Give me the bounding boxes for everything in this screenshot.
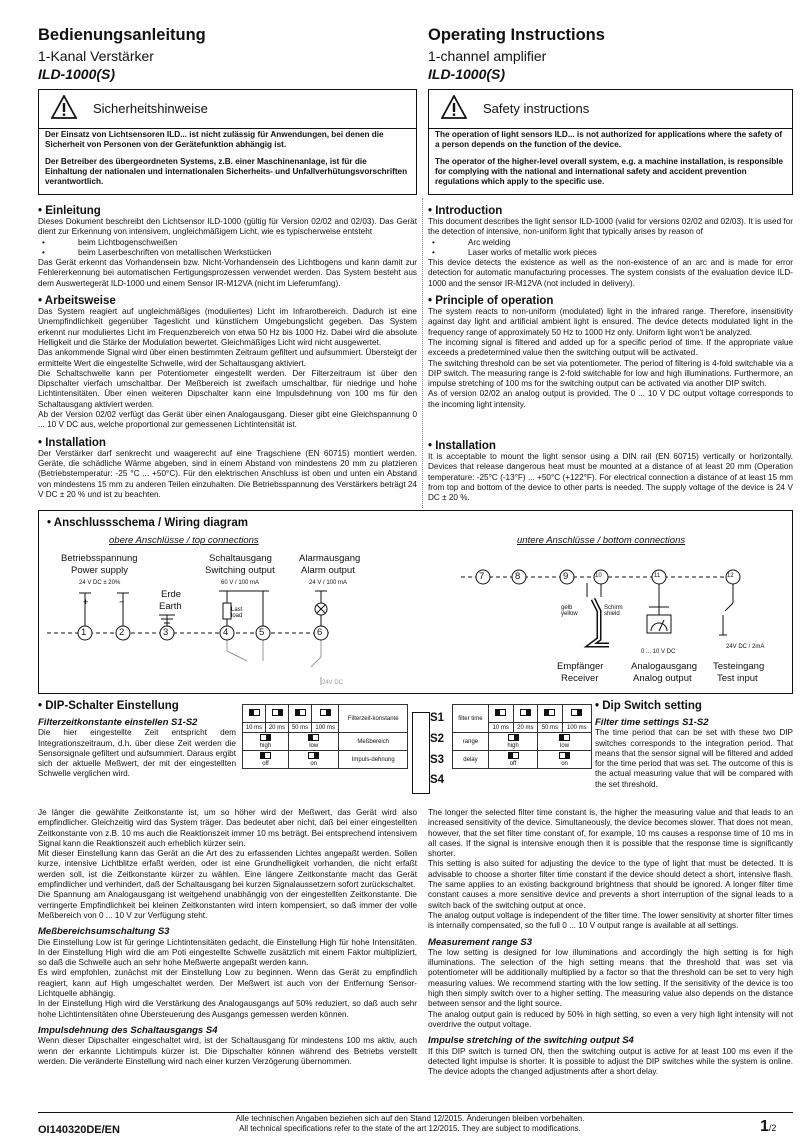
de-filter-p2: Je länger die gewählte Zeitkonstante ist, um so höher wird der Meßwert, das Gerät wird also empfindlicher. Gleichzeitig wird das System träger. Das bedeutet aber nicht, daß bei einer eingestellten Zeitkonstante von z.B. 10 ms auch die Reaktionszeit immer 10 ms beträgt. Bei entsprechend intensivem Signal kann die Reaktionszeit auch erheblich kürzer sein. xyxy=(38,808,417,848)
safety-en-p1: The operation of light sensors ILD... is not authorized for applications where the safety of a person depends on the function of the device. xyxy=(435,130,783,150)
en-work-p1: The system reacts to non-uniform (modulated) light in the infrared range. Therefore, insensitivity against day light and artificial ambient light is ensured. The device detects modulated light in the frequency range of approximately 50 Hz to 1000 Hz only. Uniform light won't be analyzed. xyxy=(428,307,793,337)
en-inst-p1: It is acceptable to mount the light sensor using a DIN rail (EN 60715) vertically or horizontally. Devices that release dangerous heat must be mounted at a distance of at least 20 mm (Operation temperature: -25°C (-13°F) ... +50°C (+122°F). For electrical connection a distance of at least 15 mm from top and bottom of the device to other parts is needed. The supply voltage of the device is 24 V DC ± 20 %. xyxy=(428,452,793,503)
bottom-connections-label: untere Anschlüsse / bottom connections xyxy=(517,535,686,546)
analog-label-en: Analog output xyxy=(633,673,692,684)
de-pulse-heading: Impulsdehnung des Schaltausgangs S4 xyxy=(38,1024,218,1036)
de-work-p4: Ab der Version 02/02 verfügt das Gerät über einen Analogausgang. Dieser gibt eine Gleichspannung 0 ... 10 V DC aus, welche proportional zur gemessenen Lichtintensität ist. xyxy=(38,410,417,430)
de-range-p3: In der Einstellung High wird die Verstärkung des Analogausgangs auf 50% reduziert, so daß auch sehr hohe Lichtintensitäten ohne Übersteuerung des Ausgangs gemessen werden können. xyxy=(38,999,417,1019)
footer-note xyxy=(200,1114,620,1134)
en-pulse-p1: If this DIP switch is turned ON, then the switching output is active for at least 100 ms even if the detected light impulse is shorter. It is possible to adjust the DIP switches while the system is online. The device adopts the changed adjustments after a short delay. xyxy=(428,1046,793,1077)
power-label-de: Betriebsspannung xyxy=(61,553,138,564)
test-label-en: Test input xyxy=(717,673,758,684)
load-label: Last load xyxy=(231,607,243,619)
en-intro-heading: • Introduction xyxy=(428,205,503,217)
de-title: Bedienungsanleitung xyxy=(38,26,206,44)
en-intro-p2: This device detects the existence as well as the non-existence of an arc and is made for error detection for automatic manufacturing processes. The system consists of the evaluation device ILD-1000 and the sensor IR-M12VA (not included in delivery). xyxy=(428,258,793,288)
minus-label: − xyxy=(119,597,125,608)
en-range-p1: The low setting is designed for low illuminations and accordingly the high setting is for high illuminations. The selection of the high setting means that the threshold that was set via potentiometer will be additionally multiplied by a factor so that the threshold can be set to very high measuring values. We recommend starting with the low setting. If the sensitivity of the device is too high then simply switch over to a higher setting. The measuring value also depends on the distance between sensor and the light source. xyxy=(428,947,793,1009)
terminal-10: 10 xyxy=(593,569,609,590)
en-filter-p3: This setting is also suited for adjusting the device to the type of light that must be detected. It is advisable to choose a shorter filter time constant if the device should detect a short, intensive flash. The same applies to an existing background brightness that should be ignored. A longer filter time constant causes a more sensitive device and prevents a short interruption of the signal leads to a switch back of the switching output at once. xyxy=(428,859,793,910)
yellow-label: gelb yellow xyxy=(561,605,578,617)
terminal-4: 4 xyxy=(219,625,235,646)
filter-label-en: filter time xyxy=(453,705,489,733)
receiver-label-en: Receiver xyxy=(561,673,599,684)
footer-note-de: Alle technischen Angaben beziehen sich auf den Stand 12/2015. Änderungen bleiben vorbehalten. xyxy=(235,1114,585,1123)
terminal-3: 3 xyxy=(159,625,175,646)
de-intro-p1: Dieses Dokument beschreibt den Lichtsensor ILD-1000 (gültig für Version 02/02 and 02/03). Das Gerät dient zur Erkennung von intensivem, ungleichmäßigem Licht, wie es typischerweise entsteht xyxy=(38,217,417,237)
safety-de-p2: Der Betreiber des übergeordneten Systems, z.B. einer Maschinenanlage, ist für die Einhaltung der nationalen und internationalen Sicherheits- und Unfallverhütungsvorschriften verantwortlich. xyxy=(45,156,408,187)
de-filter-heading: Filterzeitkonstante einstellen S1-S2 xyxy=(38,717,198,728)
safety-title-en: Safety instructions xyxy=(483,101,590,116)
de-inst-p1: Der Verstärker darf senkrecht und waagerecht auf eine Tragschiene (EN 60715) montiert werden. Geräte, die schädliche Wärme abgeben, sind in einem Abstand von mindestens 20 mm zu platzieren (Betriebstemperatur: -25 °C ... +50°C). Für den elektrischen Anschluss ist oben und unten ein Abstand von mindestens 15 mm zu anderen Teilen einzuhalten. Die Betriebsspannung des Verstärkers beträgt 24 V DC ± 20 % und ist zu beachten. xyxy=(38,448,417,499)
shield-label: Schirm shield xyxy=(604,605,623,617)
de-filter-p4: Die Spannung am Analogausgang ist weitgehend unabhängig von der eingestellten Zeitkonstante. Die verringerte Empfindlichkeit bei kleinen Zeitkonstanten wird intern kompensiert, so daß immer der volle Meßbereich von 0 ... 10 V zur Verfügung steht. xyxy=(38,890,417,920)
en-filter-p4: The analog output voltage is independent of the filter time. The lower sensitivity at shorter filter times is internally compensated, so the full 0 ... 10 V output range is available at all settings. xyxy=(428,910,793,931)
terminal-5: 5 xyxy=(255,625,271,646)
terminal-2: 2 xyxy=(115,625,131,646)
de-range-p2: Es wird empfohlen, zunächst mit der Einstellung Low zu beginnen. Wenn das Gerät zu empfindlich reagiert, kann auf High umgeschaltet werden. Der Meßwert ist auch von der Entfernung Sensor-Lichtquelle abhängig. xyxy=(38,968,417,999)
safety-box-en xyxy=(428,89,793,195)
power-label-en: Power supply xyxy=(71,565,129,576)
en-work-heading: • Principle of operation xyxy=(428,295,554,308)
en-model: ILD-1000(S) xyxy=(428,66,506,82)
safety-header-en xyxy=(429,90,792,129)
en-title: Operating Instructions xyxy=(428,26,605,44)
footer-rule xyxy=(38,1112,793,1113)
en-intro-bullet: • Arc welding xyxy=(468,238,793,248)
en-work-p3: The switching threshold can be set via potentiometer. The period of filtering is 4-fold switchable via a DIP switch. The measuring range is 2-fold switchable for low and high illuminations. Furthermore, an impulse stretching of 100 ms for the switching output can be activated via another DIP switch. xyxy=(428,358,793,389)
de-range-p1: Die Einstellung Low ist für geringe Lichtintensitäten gedacht, die Einstellung High für hohe Intensitäten. In der Einstellung High wird die am Poti eingestellte Schwelle zusätzlich mit einem Faktor multipliziert, so daß die Schwelle auch an sehr hohe Meßwerte angepaßt werden kann. xyxy=(38,937,417,968)
v24-label: 24V DC xyxy=(322,680,344,686)
column-divider xyxy=(422,198,423,508)
de-model: ILD-1000(S) xyxy=(38,66,116,82)
test-spec: 24V DC / 2mA xyxy=(726,644,765,650)
de-intro-p2: Das Gerät erkennt das Vorhandensein bzw. Nicht-Vorhandensein des Lichtbogens und kann damit zur Fehlererkennung bei automatischen Fertigungsprozessen verwendet werden. Das System besteht aus dem Auswertegerät ILD-1000 und einem Sensor IR-M12VA (nicht im Lieferumfang). xyxy=(38,258,417,288)
pulse-label-de: Impuls-dehnung xyxy=(339,751,408,769)
de-column-top xyxy=(38,205,417,500)
test-label-de: Testeingang xyxy=(713,661,765,672)
de-filter-p3: Mit dieser Einstellung kann das Gerät an die Art des zu erfassenden Lichtes angepaßt werden. Sollen kurze, intensive Lichtblitze erfaßt werden, oder ist eine Grundhelligkeit vorhanden, die nicht erfaßt werden soll, ist die Zeitkonstante kürzer zu wählen. Eine längere Zeitkonstante macht das Gerät empfindlicher und verhindert, daß der Schaltausgang bei kurzen Signalaussetzern sofort zurückschaltet. xyxy=(38,849,417,890)
en-filter-p2: The longer the selected filter time constant is, the higher the measuring value and that leads to an increased sensitivity of the device. Simultaneously, the device becomes slower. That does not mean, however, that the set filter time constant of, for example, 10 ms causes a response time of 10 ms in all cases. If the signal is intensive enough then it is possible that the response time is significantly shorter. xyxy=(428,808,793,859)
terminal-1: 1 xyxy=(77,625,93,646)
en-subtitle: 1-channel amplifier xyxy=(428,48,547,64)
de-work-p2: Das ankommende Signal wird über einen bestimmten Zeitraum gefiltert und aufsummiert. Übersteigt der ermittelte Wert die eingestellte Schwelle, wird der Schaltausgang aktiviert. xyxy=(38,348,417,368)
footer-note-en: All technical specifications refer to the state of the art 12/2015. They are subject to modifications. xyxy=(239,1124,581,1133)
en-dip-heading: • Dip Switch setting xyxy=(595,700,702,712)
alarm-label-en: Alarm output xyxy=(301,565,355,576)
en-inst-heading: • Installation xyxy=(428,440,496,453)
de-inst-heading: • Installation xyxy=(38,436,106,449)
analog-label-de: Analogausgang xyxy=(631,661,698,672)
en-intro-bullet: • Laser works of metallic work pieces xyxy=(468,248,793,258)
power-spec: 24 V DC ± 20% xyxy=(79,580,121,586)
analog-range: 0 ... 10 V DC xyxy=(641,649,676,655)
en-filter-heading: Filter time settings S1-S2 xyxy=(595,717,709,728)
safety-title-de: Sicherheitshinweise xyxy=(93,101,208,116)
safety-box-de xyxy=(38,89,417,195)
switch-s2: S2 xyxy=(430,733,445,745)
safety-de-p1: Der Einsatz von Lichtsensoren ILD... ist nicht zulässig für Anwendungen, bei denen die Sicherheit von Personen von der Gerätefunktion abhängig ist. xyxy=(45,130,384,150)
earth-label-de: Erde xyxy=(161,589,182,600)
top-connections-label: obere Anschlüsse / top connections xyxy=(109,535,259,546)
warning-icon xyxy=(51,95,77,119)
en-pulse-heading: Impulse stretching of the switching output S4 xyxy=(428,1035,634,1047)
switch-label-en: Switching output xyxy=(205,565,275,576)
en-filter-p1: The time period that can be set with these two DIP switches corresponds to the integration period. That means that the sensor signal will be filtered and added for the time period that was set. The outcome of this is the actual measuring value that will be compared with the set threshold. xyxy=(595,728,793,789)
footer-doc-id: OI140320DE/EN xyxy=(38,1124,120,1136)
de-intro-heading: • Einleitung xyxy=(38,205,101,217)
switch-s1: S1 xyxy=(430,712,445,724)
de-intro-bullet: • beim Laserbeschriften von metallischen Werkstücken xyxy=(78,248,417,258)
en-intro-p1: This document describes the light sensor ILD-1000 (valid for versions 02/02 and 02/03). It is used for the detection of intensive, non-uniform light that typically arises by reason of xyxy=(428,217,793,237)
filter-label-de: Filterzeit-konstante xyxy=(339,705,408,733)
range-label-de: Meßbereich xyxy=(339,733,408,751)
wiring-box xyxy=(38,510,793,694)
terminal-9: 9 xyxy=(559,569,575,590)
warning-icon xyxy=(441,95,467,119)
switch-spec: 60 V / 100 mA xyxy=(221,580,260,586)
de-filter-p1: Die hier eingestellte Zeit entspricht dem Integrationszeitraum, d.h. über diese Zeit werden die Sensorsignale gefiltert und aufsummiert. Daraus ergibt sich der aktuelle Meßwert, der mit der eingestellten Schwelle verglichen wird. xyxy=(38,728,236,779)
safety-header-de xyxy=(39,90,416,129)
terminal-6: 6 xyxy=(313,625,329,646)
en-dip-body xyxy=(428,808,793,1077)
en-column-top xyxy=(428,205,793,504)
wiring-title: • Anschlussschema / Wiring diagram xyxy=(47,517,248,529)
de-dip-heading: • DIP-Schalter Einstellung xyxy=(38,700,179,712)
dip-table-de: Filterzeit-konstante 10 ms 20 ms 50 ms 100 ms high low Meßbereich off on Impuls-dehnung xyxy=(242,704,408,769)
dip-table-en: filter time 10 ms 20 ms 50 ms 100 ms range high low delay off on xyxy=(452,704,592,769)
de-work-heading: • Arbeitsweise xyxy=(38,295,116,308)
earth-label-en: Earth xyxy=(159,601,182,612)
terminal-7: 7 xyxy=(475,569,491,590)
de-pulse-p1: Wenn dieser Dipschalter eingeschaltet wird, ist der Schaltausgang für mindestens 100 ms aktiv, auch wenn der erkannte Lichtimpuls kürzer ist. Die Dipschalter können während des Betriebs verstellt werden. Die veränderte Einstellung wird nach einer kurzen Verzögerung übernommen. xyxy=(38,1036,417,1066)
range-label-en: range xyxy=(453,733,489,751)
terminal-11: 11 xyxy=(651,569,667,590)
de-subtitle: 1-Kanal Verstärker xyxy=(38,48,154,64)
en-filter-intro xyxy=(595,718,793,790)
plus-label: + xyxy=(83,597,89,608)
pulse-label-en: delay xyxy=(453,751,489,769)
de-work-p1: Das System reagiert auf ungleichmäßiges (moduliertes) Licht im Infrarotbereich. Dadurch ist eine Unempfindlichkeit gegenüber Tageslicht und künstlichem Umgebungslicht gegeben. Das System erkennt nur moduliertes Licht im Frequenzbereich von etwa 50 Hz bis 1000 Hz. Dabei wird die absolute Helligkeit und die Stärke der Modulation bewertet. Gleichmäßiges Licht wird nicht ausgewertet. xyxy=(38,307,417,347)
terminal-8: 8 xyxy=(511,569,527,590)
switch-label-de: Schaltausgang xyxy=(209,553,272,564)
switch-s4: S4 xyxy=(430,774,445,786)
de-range-heading: Meßbereichsumschaltung S3 xyxy=(38,926,170,938)
de-dip-body xyxy=(38,808,417,1067)
receiver-label-de: Empfänger xyxy=(557,661,604,672)
terminal-12: 12 xyxy=(725,569,741,590)
de-filter-intro xyxy=(38,718,236,780)
dip-switch-block xyxy=(412,712,430,794)
de-work-p3: Die Schaltschwelle kann per Potentiometer eingestellt werden. Der Filterzeitraum ist über den Dipschalter vierfach umschaltbar. Der Meßbereich ist zweifach umschaltbar, für niedrige und hohe Lichtintensitäten. Über einen weiteren Dipschalter kann eine Impulsdehnung von 100 ms für den Schaltausgang aktiviert werden. xyxy=(38,368,417,409)
de-intro-bullet: • beim Lichtbogenschweißen xyxy=(78,238,417,248)
en-range-heading: Measurement range S3 xyxy=(428,936,533,948)
page-number: 1/2 xyxy=(760,1118,777,1135)
alarm-label-de: Alarmausgang xyxy=(299,553,361,564)
alarm-spec: 24 V / 100 mA xyxy=(309,580,348,586)
en-work-p2: The incoming signal is filtered and added up for a specific period of time. If the appropriate value exceeds a predetermined value then the switching output will be activated. xyxy=(428,337,793,358)
en-work-p4: As of version 02/02 an analog output is provided. The 0 ... 10 V DC output voltage corresponds to the incoming light intensity. xyxy=(428,389,793,409)
safety-en-p2: The operator of the higher-level overall system, e.g. a machine installation, is responsible for complying with the national and international safety and accident prevention regulations which apply to the specific use. xyxy=(435,156,784,187)
wiring-graphic xyxy=(39,511,791,693)
en-range-p2: The analog output gain is reduced by 50% in high setting, so even a very high light intensity will not overdrive the output voltage. xyxy=(428,1009,793,1029)
switch-s3: S3 xyxy=(430,754,445,766)
